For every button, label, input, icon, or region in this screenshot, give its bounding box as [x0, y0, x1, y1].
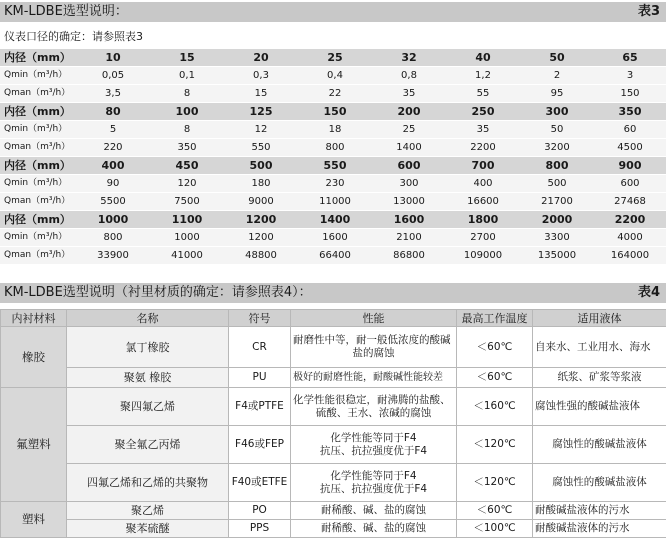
qman-row-value: 9000: [224, 193, 298, 211]
qmin-row-value: 0,4: [298, 67, 372, 85]
table3-title: KM-LDBE选型说明：: [4, 2, 128, 22]
material-media: 耐酸碱盐液体的污水: [533, 520, 666, 538]
material-media: 腐蚀性的酸碱盐液体: [533, 464, 666, 502]
qmin-row-value: 1200: [224, 229, 298, 247]
material-performance: [291, 464, 457, 502]
qmin-row-value: 5: [76, 121, 150, 139]
bore-row: [0, 103, 666, 121]
qman-row-label: Qman（m³/h）: [0, 85, 76, 103]
bore-row: [0, 157, 666, 175]
qmin-row-value: 600: [594, 175, 666, 193]
qman-row-value: 8: [150, 85, 224, 103]
material-performance: 耐稀酸、碱、盐的腐蚀: [291, 520, 457, 538]
qmin-row-label: Qmin（m³/h）: [0, 67, 76, 85]
qmin-row: [0, 175, 666, 193]
material-temp: ＜160℃: [457, 388, 533, 426]
material-name: 聚氨 橡胶: [67, 368, 229, 388]
material-symbol: F40或ETFE: [229, 464, 291, 502]
qman-row-label: Qman（m³/h）: [0, 247, 76, 265]
material-media: 自来水、工业用水、海水: [533, 327, 666, 368]
table-row: [1, 327, 666, 368]
table4-title: KM-LDBE选型说明（衬里材质的确定：请参照表4）：: [4, 283, 312, 303]
material-media: 耐酸碱盐液体的污水: [533, 502, 666, 520]
qmin-row-label: Qmin（m³/h）: [0, 121, 76, 139]
qman-row-value: 11000: [298, 193, 372, 211]
qmin-row-value: 0,05: [76, 67, 150, 85]
bore-row-value: 700: [446, 157, 520, 175]
perf-line: 硫酸、王水、浓碱的腐蚀: [293, 407, 454, 420]
table4-header-row: [1, 310, 666, 327]
material-performance: 耐稀酸、碱、盐的腐蚀: [291, 502, 457, 520]
bore-row-value: 800: [520, 157, 594, 175]
lining-material-table: [0, 309, 666, 538]
header-performance: 性能: [291, 310, 457, 327]
bore-row-value: 80: [76, 103, 150, 121]
qman-row-value: 1400: [372, 139, 446, 157]
material-symbol: F46或FEP: [229, 426, 291, 464]
bore-row-value: 15: [150, 49, 224, 67]
qman-row-value: 150: [594, 85, 666, 103]
bore-row-value: 25: [298, 49, 372, 67]
bore-row-value: 1100: [150, 211, 224, 229]
qmin-row-label: Qmin（m³/h）: [0, 229, 76, 247]
qman-row-value: 27468: [594, 193, 666, 211]
bore-row-value: 1200: [224, 211, 298, 229]
bore-row: [0, 49, 666, 67]
qman-row-value: 800: [298, 139, 372, 157]
qmin-row-value: 60: [594, 121, 666, 139]
qman-row-value: 41000: [150, 247, 224, 265]
qman-row-value: 66400: [298, 247, 372, 265]
bore-row-value: 900: [594, 157, 666, 175]
qmin-row-label: Qmin（m³/h）: [0, 175, 76, 193]
material-temp: ＜120℃: [457, 426, 533, 464]
qmin-row-value: 300: [372, 175, 446, 193]
bore-row-value: 400: [76, 157, 150, 175]
material-name: 聚四氟乙烯: [67, 388, 229, 426]
bore-row-value: 1400: [298, 211, 372, 229]
qman-row-value: 5500: [76, 193, 150, 211]
bore-row-label: 内径（mm）: [0, 157, 76, 175]
qman-row-value: 95: [520, 85, 594, 103]
qmin-row-value: 3300: [520, 229, 594, 247]
group-fluoroplastic: 氟塑料: [1, 388, 67, 502]
bore-row-value: 250: [446, 103, 520, 121]
material-symbol: PU: [229, 368, 291, 388]
qmin-row-value: 8: [150, 121, 224, 139]
bore-row-value: 1800: [446, 211, 520, 229]
material-name: 氯丁橡胶: [67, 327, 229, 368]
qman-row-value: 22: [298, 85, 372, 103]
qmin-row-value: 180: [224, 175, 298, 193]
material-performance: 极好的耐磨性能，耐酸碱性能较差: [291, 368, 457, 388]
material-symbol: PO: [229, 502, 291, 520]
qmin-row-value: 800: [76, 229, 150, 247]
group-rubber: 橡胶: [1, 327, 67, 388]
bore-row-value: 350: [594, 103, 666, 121]
bore-row-value: 200: [372, 103, 446, 121]
qman-row-value: 35: [372, 85, 446, 103]
bore-row-value: 40: [446, 49, 520, 67]
bore-row-value: 100: [150, 103, 224, 121]
qmin-row-value: 120: [150, 175, 224, 193]
material-temp: ＜60℃: [457, 368, 533, 388]
bore-flow-table: [0, 49, 666, 265]
material-temp: ＜100℃: [457, 520, 533, 538]
material-name: 聚苯硫醚: [67, 520, 229, 538]
qman-row: [0, 85, 666, 103]
material-performance: [291, 426, 457, 464]
table-row: [1, 464, 666, 502]
qmin-row-value: 230: [298, 175, 372, 193]
qman-row-value: 55: [446, 85, 520, 103]
bore-row-value: 1000: [76, 211, 150, 229]
table4-title-bar: [0, 283, 666, 303]
material-name: 四氟乙烯和乙烯的共聚物: [67, 464, 229, 502]
material-symbol: F4或PTFE: [229, 388, 291, 426]
qman-row-value: 109000: [446, 247, 520, 265]
qmin-row-value: 18: [298, 121, 372, 139]
qman-row: [0, 193, 666, 211]
material-symbol: PPS: [229, 520, 291, 538]
qman-row-value: 48800: [224, 247, 298, 265]
perf-line: 化学性能等同于F4: [293, 470, 454, 483]
qmin-row: [0, 67, 666, 85]
table-row: [1, 502, 666, 520]
qmin-row-value: 0,1: [150, 67, 224, 85]
bore-row-label: 内径（mm）: [0, 211, 76, 229]
qmin-row-value: 400: [446, 175, 520, 193]
perf-line: 抗压、抗拉强度优于F4: [293, 445, 454, 458]
qmin-row: [0, 229, 666, 247]
table3-number: 表3: [638, 2, 660, 22]
bore-row-value: 300: [520, 103, 594, 121]
bore-row-value: 125: [224, 103, 298, 121]
material-performance: [291, 327, 457, 368]
perf-line: 抗压、抗拉强度优于F4: [293, 483, 454, 496]
qmin-row-value: 2100: [372, 229, 446, 247]
qmin-row-value: 0,8: [372, 67, 446, 85]
qman-row-value: 350: [150, 139, 224, 157]
header-name: 名称: [67, 310, 229, 327]
qman-row: [0, 247, 666, 265]
qman-row-value: 33900: [76, 247, 150, 265]
table3-subtitle: 仪表口径的确定：请参照表3: [4, 30, 143, 44]
header-lining: 内衬材料: [1, 310, 67, 327]
qman-row-value: 164000: [594, 247, 666, 265]
bore-row-value: 10: [76, 49, 150, 67]
qmin-row-value: 35: [446, 121, 520, 139]
qman-row-value: 21700: [520, 193, 594, 211]
qman-row-value: 86800: [372, 247, 446, 265]
header-symbol: 符号: [229, 310, 291, 327]
qmin-row-value: 2700: [446, 229, 520, 247]
qman-row-label: Qman（m³/h）: [0, 193, 76, 211]
bore-row-value: 2200: [594, 211, 666, 229]
perf-line: 耐磨性中等，耐一般低浓度的酸碱: [293, 334, 454, 347]
qman-row-value: 220: [76, 139, 150, 157]
bore-row-value: 32: [372, 49, 446, 67]
bore-row-value: 2000: [520, 211, 594, 229]
bore-row-value: 20: [224, 49, 298, 67]
qman-row-label: Qman（m³/h）: [0, 139, 76, 157]
bore-row-value: 500: [224, 157, 298, 175]
table3-title-bar: [0, 2, 666, 22]
qmin-row-value: 3: [594, 67, 666, 85]
material-name: 聚全氟乙丙烯: [67, 426, 229, 464]
qmin-row-value: 2: [520, 67, 594, 85]
material-temp: ＜120℃: [457, 464, 533, 502]
qman-row-value: 550: [224, 139, 298, 157]
group-plastic: 塑料: [1, 502, 67, 538]
qmin-row-value: 50: [520, 121, 594, 139]
qmin-row-value: 0,3: [224, 67, 298, 85]
bore-row-value: 50: [520, 49, 594, 67]
qman-row-value: 7500: [150, 193, 224, 211]
bore-row-value: 65: [594, 49, 666, 67]
header-media: 适用液体: [533, 310, 666, 327]
qmin-row: [0, 121, 666, 139]
qman-row-value: 16600: [446, 193, 520, 211]
material-performance: [291, 388, 457, 426]
bore-row: [0, 211, 666, 229]
qmin-row-value: 4000: [594, 229, 666, 247]
material-media: 腐蚀性强的酸碱盐液体: [533, 388, 666, 426]
perf-line: 盐的腐蚀: [293, 347, 454, 360]
bore-row-label: 内径（mm）: [0, 49, 76, 67]
qmin-row-value: 90: [76, 175, 150, 193]
bore-row-value: 550: [298, 157, 372, 175]
qman-row-value: 13000: [372, 193, 446, 211]
material-temp: ＜60℃: [457, 327, 533, 368]
table-row: [1, 368, 666, 388]
qmin-row-value: 500: [520, 175, 594, 193]
qmin-row-value: 12: [224, 121, 298, 139]
table-row: [1, 426, 666, 464]
perf-line: 化学性能等同于F4: [293, 432, 454, 445]
material-symbol: CR: [229, 327, 291, 368]
qmin-row-value: 1,2: [446, 67, 520, 85]
bore-row-value: 450: [150, 157, 224, 175]
qmin-row-value: 1600: [298, 229, 372, 247]
table-row: [1, 388, 666, 426]
bore-row-value: 600: [372, 157, 446, 175]
qman-row-value: 3,5: [76, 85, 150, 103]
bore-row-value: 150: [298, 103, 372, 121]
bore-row-label: 内径（mm）: [0, 103, 76, 121]
material-temp: ＜60℃: [457, 502, 533, 520]
perf-line: 化学性能很稳定，耐沸腾的盐酸、: [293, 394, 454, 407]
material-media: 纸浆、矿浆等浆液: [533, 368, 666, 388]
qman-row-value: 3200: [520, 139, 594, 157]
qman-row-value: 4500: [594, 139, 666, 157]
material-name: 聚乙烯: [67, 502, 229, 520]
qman-row-value: 2200: [446, 139, 520, 157]
table4-number: 表4: [638, 283, 660, 303]
bore-row-value: 1600: [372, 211, 446, 229]
qman-row-value: 15: [224, 85, 298, 103]
qman-row-value: 135000: [520, 247, 594, 265]
qmin-row-value: 1000: [150, 229, 224, 247]
header-max-temp: 最高工作温度: [457, 310, 533, 327]
qmin-row-value: 25: [372, 121, 446, 139]
qman-row: [0, 139, 666, 157]
material-media: 腐蚀性的酸碱盐液体: [533, 426, 666, 464]
